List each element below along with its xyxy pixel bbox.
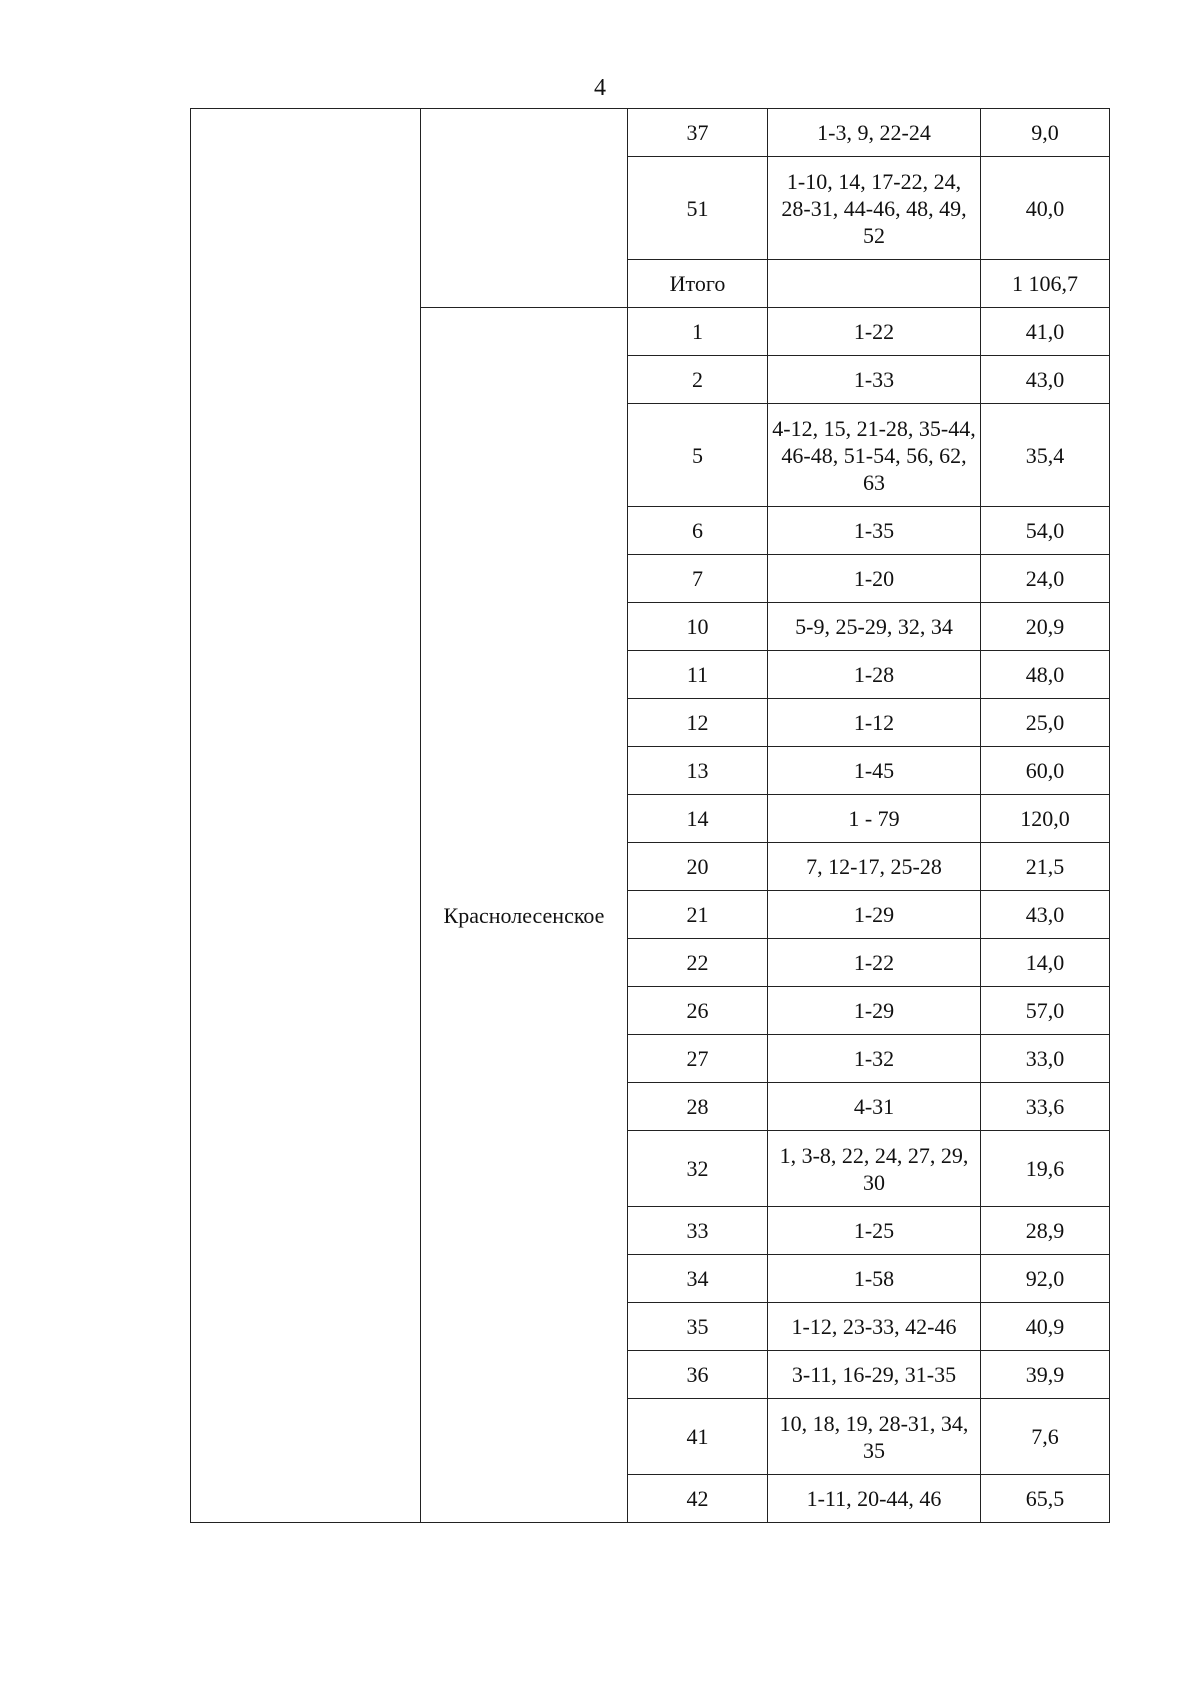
kvartal-cell: 1 [628, 308, 768, 356]
kvartal-cell: 22 [628, 939, 768, 987]
area-cell: 41,0 [981, 308, 1110, 356]
kvartal-cell: 33 [628, 1207, 768, 1255]
vydely-cell: 1-12, 23-33, 42-46 [768, 1303, 981, 1351]
kvartal-cell: 5 [628, 404, 768, 507]
vydely-cell: 1-58 [768, 1255, 981, 1303]
vydely-cell: 1-35 [768, 507, 981, 555]
area-cell: 24,0 [981, 555, 1110, 603]
area-cell: 33,0 [981, 1035, 1110, 1083]
area-cell: 35,4 [981, 404, 1110, 507]
area-cell: 20,9 [981, 603, 1110, 651]
kvartal-cell: 32 [628, 1131, 768, 1207]
vydely-cell: 1-22 [768, 939, 981, 987]
area-cell: 120,0 [981, 795, 1110, 843]
kvartal-cell: 51 [628, 157, 768, 260]
kvartal-cell: 7 [628, 555, 768, 603]
vydely-cell: 7, 12-17, 25-28 [768, 843, 981, 891]
vydely-cell: 1-20 [768, 555, 981, 603]
kvartal-cell: 36 [628, 1351, 768, 1399]
area-cell: 7,6 [981, 1399, 1110, 1475]
vydely-cell: 1-29 [768, 987, 981, 1035]
area-cell: 19,6 [981, 1131, 1110, 1207]
kvartal-cell: 28 [628, 1083, 768, 1131]
vydely-cell: 1-29 [768, 891, 981, 939]
area-cell: 48,0 [981, 651, 1110, 699]
area-cell: 39,9 [981, 1351, 1110, 1399]
kvartal-cell: 37 [628, 109, 768, 157]
kvartal-cell: 42 [628, 1475, 768, 1523]
area-cell: 21,5 [981, 843, 1110, 891]
area-cell: 65,5 [981, 1475, 1110, 1523]
area-cell: 43,0 [981, 356, 1110, 404]
vydely-cell: 1-32 [768, 1035, 981, 1083]
kvartal-cell: 41 [628, 1399, 768, 1475]
vydely-cell: 1-33 [768, 356, 981, 404]
area-cell: 43,0 [981, 891, 1110, 939]
district-name-cell: Краснолесенское [421, 308, 628, 1523]
kvartal-cell: 10 [628, 603, 768, 651]
area-cell: 9,0 [981, 109, 1110, 157]
area-cell: 28,9 [981, 1207, 1110, 1255]
area-cell: 57,0 [981, 987, 1110, 1035]
vydely-cell: 3-11, 16-29, 31-35 [768, 1351, 981, 1399]
kvartal-cell: 13 [628, 747, 768, 795]
vydely-cell: 1-45 [768, 747, 981, 795]
vydely-cell [768, 260, 981, 308]
region-cell [191, 109, 421, 1523]
vydely-cell: 1-10, 14, 17-22, 24, 28-31, 44-46, 48, 49, 52 [768, 157, 981, 260]
vydely-cell: 5-9, 25-29, 32, 34 [768, 603, 981, 651]
area-cell: 14,0 [981, 939, 1110, 987]
kvartal-cell: 21 [628, 891, 768, 939]
area-cell: 54,0 [981, 507, 1110, 555]
vydely-cell: 1 - 79 [768, 795, 981, 843]
area-cell: 25,0 [981, 699, 1110, 747]
district-cell-prev [421, 109, 628, 308]
kvartal-cell: 6 [628, 507, 768, 555]
page-number: 4 [594, 75, 606, 101]
kvartal-cell: 26 [628, 987, 768, 1035]
vydely-cell: 10, 18, 19, 28-31, 34, 35 [768, 1399, 981, 1475]
kvartal-cell: 20 [628, 843, 768, 891]
vydely-cell: 4-31 [768, 1083, 981, 1131]
vydely-cell: 1-25 [768, 1207, 981, 1255]
kvartal-cell: 2 [628, 356, 768, 404]
vydely-cell: 1-11, 20-44, 46 [768, 1475, 981, 1523]
area-cell: 60,0 [981, 747, 1110, 795]
total-label-cell: Итого [628, 260, 768, 308]
area-cell: 40,0 [981, 157, 1110, 260]
vydely-cell: 4-12, 15, 21-28, 35-44, 46-48, 51-54, 56, 62, 63 [768, 404, 981, 507]
area-cell: 40,9 [981, 1303, 1110, 1351]
vydely-cell: 1-12 [768, 699, 981, 747]
kvartal-cell: 11 [628, 651, 768, 699]
kvartal-cell: 14 [628, 795, 768, 843]
vydely-cell: 1-3, 9, 22-24 [768, 109, 981, 157]
total-area-cell: 1 106,7 [981, 260, 1110, 308]
kvartal-cell: 35 [628, 1303, 768, 1351]
vydely-cell: 1-28 [768, 651, 981, 699]
vydely-cell: 1, 3-8, 22, 24, 27, 29, 30 [768, 1131, 981, 1207]
kvartal-cell: 12 [628, 699, 768, 747]
area-cell: 33,6 [981, 1083, 1110, 1131]
kvartal-cell: 34 [628, 1255, 768, 1303]
area-cell: 92,0 [981, 1255, 1110, 1303]
vydely-cell: 1-22 [768, 308, 981, 356]
kvartal-cell: 27 [628, 1035, 768, 1083]
forest-plots-table [190, 108, 1110, 1523]
table-row [191, 109, 1110, 157]
